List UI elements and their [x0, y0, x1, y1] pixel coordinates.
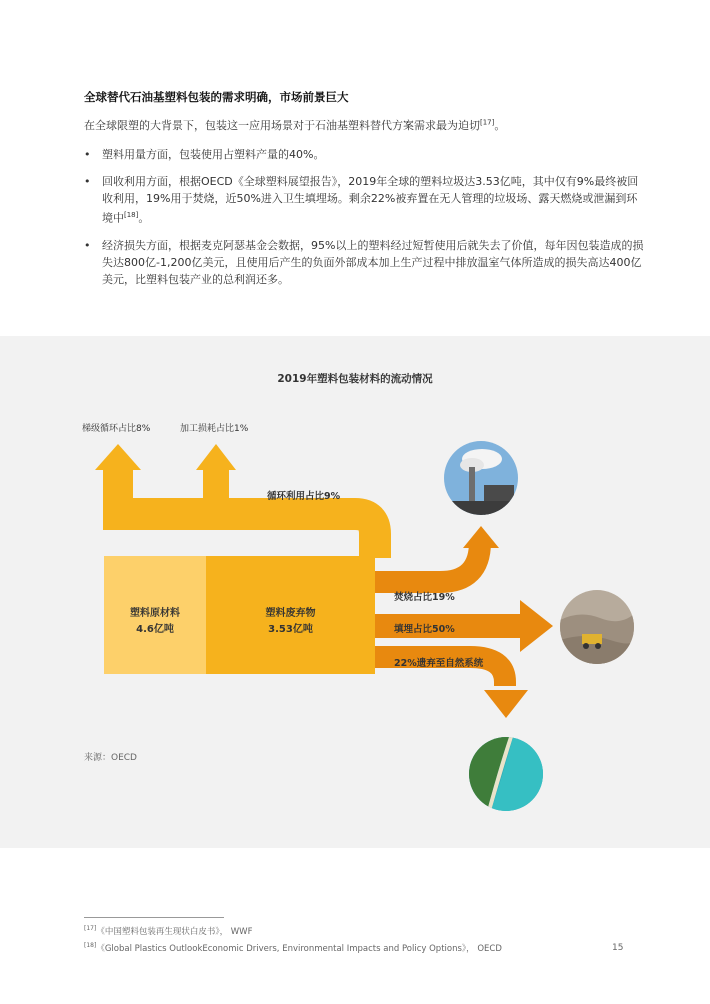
nature-photo [469, 737, 543, 811]
recycle-label: 循环利用占比9% [267, 491, 341, 502]
incineration-photo [444, 441, 518, 515]
footnote: [18]《Global Plastics OutlookEconomic Drivers, Environmental Impacts and Policy Options》， OECD [84, 942, 502, 954]
figure-title: 2019年塑料包装材料的流动情况 [277, 373, 433, 385]
cascade-label: 梯级循环占比8% [82, 424, 151, 434]
figure-source: 来源：OECD [84, 753, 137, 763]
landfill-label: 填埋占比50% [394, 624, 455, 635]
bullet-list [84, 146, 644, 298]
section-heading: 全球替代石油基塑料包装的需求明确，市场前景巨大 [84, 90, 349, 104]
intro-paragraph: 在全球限塑的大背景下，包装这一应用场景对于石油基塑料替代方案需求最为迫切[17]。 [84, 118, 506, 132]
waste-label: 塑料废弃物 3.53亿吨 [265, 608, 316, 635]
processing-loss-label: 加工损耗占比1% [180, 424, 249, 434]
footnote: [17]《中国塑料包装再生现状白皮书》， WWF [84, 925, 253, 937]
leak-label: 22%遗弃至自然系统 [394, 658, 484, 669]
cascade-arrow-head [95, 444, 141, 470]
incineration-arrow-head [463, 526, 499, 548]
processing-stem [203, 468, 229, 514]
bullet-item: • 塑料用量方面，包装使用占塑料产量的40%。 [84, 148, 325, 161]
bullet-item: • 经济损失方面，根据麦克阿瑟基金会数据，95%以上的塑料经过短暂使用后就失去了价值，每年因包装造成的损失达800亿-1,200亿美元，且使用后产生的负面外部成本加上生产过程中排放温室气体所造成的损失高达400亿美元，比塑料包装产业的总利润还多。 [84, 238, 644, 286]
cascade-stem [103, 468, 133, 530]
raw-material-label: 塑料原材料 4.6亿吨 [130, 608, 180, 635]
recycle-loop-band [130, 514, 375, 558]
bullet-item: • 回收利用方面，根据OECD《全球塑料展望报告》，2019年全球的塑料垃圾达3.53亿吨，其中仅有9%最终被回收利用，19%用于焚烧，近50%进入卫生填埋场。剩余22%被弃置在无人管理的垃圾场、露天燃烧或泄漏到环境中[18]。 [84, 175, 639, 225]
footnote-divider [84, 917, 224, 918]
page-number: 15 [612, 943, 624, 953]
landfill-arrow-head [520, 600, 553, 652]
leak-arrow-head [484, 690, 528, 718]
incineration-label: 焚烧占比19% [394, 592, 455, 603]
landfill-photo [560, 590, 634, 664]
processing-arrow-head [196, 444, 236, 470]
